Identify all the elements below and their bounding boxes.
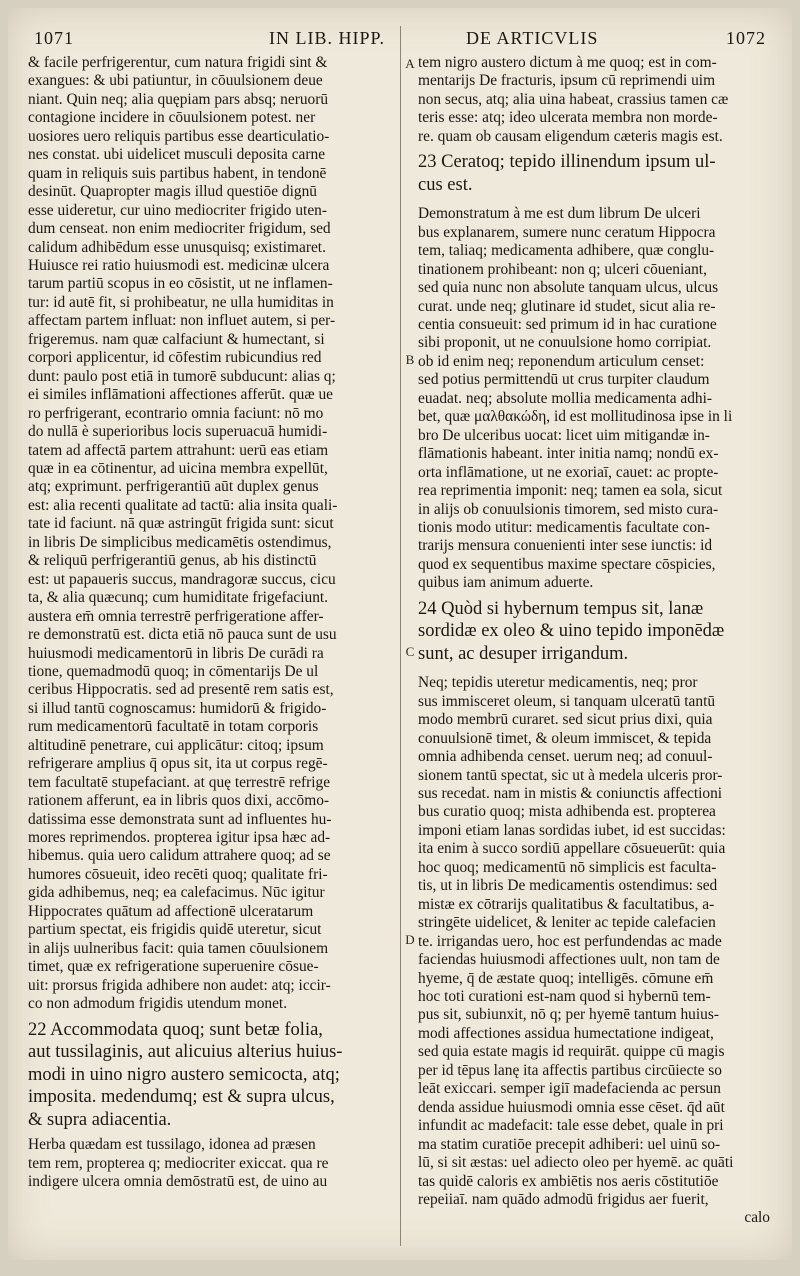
column-divider [400,26,401,1246]
text-line: nes constat. ubi uidelicet musculi deposita carne [28,146,326,164]
text-line: in alijs uulneribus facit: quia tamen cōuulsionem [28,939,329,957]
text-line: tarum partiū scopus in eo cōsistit, ut ne inflamen- [28,275,333,293]
text-line: ma statim curatiōe precepit adhiberi: uel uinū so- [418,1135,721,1153]
text-line: sed quia estate magis id requirāt. quippe cū magis [418,1043,725,1061]
text-line: ei similes inflāmationi affectiones afferūt. quæ ue [28,386,334,404]
section-heading-line: 22 Accommodata quoq; sunt betæ folia, [28,1019,323,1040]
margin-marker-d: D [405,932,415,947]
text-line: rea reprimentia imponit: neq; tamen ea sola, sicut [418,482,723,500]
text-line: imponi etiam lanas sordidas iubet, id est succidas: [418,821,726,839]
text-line: tione, quemadmodū quoq; in cōmentarijs De ul [28,662,319,680]
text-line: Demonstratum à me est dum librum De ulceri [418,205,701,223]
text-line: partium spectat, eis frigidis quidē uteretur, sicut [28,921,322,939]
running-title-right: DE ARTICVLIS [466,28,599,48]
text-line: hoc quoq; medicamentū nō simplicis est faculta- [418,858,717,876]
text-line: calidum adhibēdum esse unusquisq; existimaret. [28,238,326,256]
text-line: curat. unde neq; glutinare id studet, sicut alia re- [418,297,716,315]
text-line: in alijs ob conuulsionis timorem, sed misto cura- [418,500,719,518]
text-line: do nullā è superioribus locis superuacuā humidi- [28,423,328,441]
text-line: in libris De simplicibus medicamētis ostendimus, [28,533,332,551]
text-line: trarijs mensura conuenienti inter sese iunctis: id [418,537,713,555]
section-heading-line: aut tussilaginis, aut alicuius alterius huius- [28,1042,343,1063]
text-line: modi affectiones assidua humectatione indigeat, [418,1024,714,1042]
text-line: lū, si sit æstas: uel adiecto oleo per hyemē. ac quāti [418,1154,734,1172]
text-line: tionis modo utitur: medicamentis facultate con- [418,518,710,536]
left-column [28,54,392,1260]
text-line: quod ex sequentibus maxime spectare cōspicies, [418,555,716,573]
text-line: orta inflāmatione, ut ne exoriaī, cauet: ac propte- [418,463,719,481]
text-line: tas quidē caloris ex ambiētis nos aeris cōstitutiōe [418,1172,719,1190]
text-line: tem rem, propterea q; mediocriter exiccat. qua re [28,1154,329,1172]
text-line: bus explanarem, sumere nunc ceratum Hippocra [418,223,716,241]
text-line: conuulsionē timet, & oleum immiscet, & tepida [418,729,712,747]
text-line: refrigerare amplius q̄ opus sit, ita ut corpus regē- [28,755,328,773]
text-line: tatem ad affectā partem attrahunt: uerū eas etiam [28,441,329,459]
text-line: datissima esse demonstrata sunt ad influentes hu- [28,810,332,828]
text-line: austera em̄ omnia terrestrē perfrigeratione affer- [28,607,324,625]
text-line: humores cōsueuit, ideo recēti quoq; qualitate fri- [28,865,328,883]
section-heading-line: sordidæ ex oleo & uino tepido imponēdæ [418,621,725,642]
text-line: exangues: & ubi patiuntur, in cōuulsionem deue [28,72,323,90]
running-title-left: IN LIB. HIPP. [269,28,386,48]
text-line: sus immisceret oleum, si tanquam ulceratū tantū [418,692,716,710]
section-heading-line: imposita. medendumq; est & supra ulcus, [28,1087,335,1108]
text-line: ita enim à succo sordiū appellare cōsueuerūt: quia [418,840,726,858]
section-heading-line: modi in uino nigro austero semicocta, atq; [28,1064,340,1085]
text-line: contagione incidere in cōuulsionem potest. ner [28,109,316,127]
text-line: te. irrigandas uero, hoc est perfundendas ac made [418,932,722,950]
section-heading-line: cus est. [418,174,473,195]
text-line: faciendas huiusmodi affectiones uult, non tam de [418,951,720,969]
text-line: co non admodum frigidis utendum monet. [28,995,288,1013]
text-line: bus curatio quoq; mista adhibenda est. propterea [418,803,716,821]
text-line: bet, quæ μαλθακώδη, id est mollitudinosa ipse in li [418,408,733,426]
text-line: si illud tantū cognoscamus: humidorū & frigido- [28,699,327,717]
text-line: uosiores uero reliquis partibus esse dearticulatio- [28,127,330,145]
text-line: sus recedat. nam in mistis & coniunctis affectioni [418,785,723,802]
text-line: tur: id autē fit, si prohibeatur, ne ulla humiditas in [28,293,334,311]
text-line: pus sit, subiunxit, nō q; per hyemē tantum huius- [418,1006,719,1024]
text-line: tate id faciunt. nā quæ astringūt frigida sunt: sicut [28,515,334,533]
text-line: altitudinē penetrare, cui applicātur: citoq; ipsum [28,736,324,754]
text-line: modo membrū curaret. sed sicut prius dixi, quia [418,711,713,729]
text-line: repeiiaī. nam quādo admodū frigidus aer fuerit, [418,1190,709,1208]
section-heading-line: sunt, ac desuper irrigandum. [418,643,629,664]
text-line: est: alia recenti qualitate ad tactū: alia insita quali- [28,496,338,514]
text-line: quæ in ea cōtinentur, ad uicina membra expellūt, [28,459,328,477]
text-line: est: ut papaueris succus, mandragoræ succus, cicu [28,570,336,588]
text-line: tem nigro austero dictum à me quoq; est in com- [418,54,717,71]
text-line: flāmationis habeant. inter initia namq; nondū ex- [418,445,719,463]
text-line: quam in reliquis suis partibus habent, in tendonē [28,164,327,182]
text-line: huiusmodi medicamentorū in libris De curādi ra [28,644,324,662]
text-line: desinūt. Quapropter magis illud questiōe dignū [28,183,317,201]
text-line: denda assidue huiusmodi omnia esse cēset. q̄d aūt [418,1098,725,1116]
margin-marker-c: C [405,644,415,659]
text-line: re. quam ob causam eligendum cæteris magis est. [418,127,723,145]
text-line: Neq; tepidis uteretur medicamentis, neq; pror [418,674,698,692]
text-line: stringēte uidelicet, & leniter ac tepide calefacien [418,914,716,932]
text-line: re demonstratū est. dicta etiā nō pauca sunt de usu [28,626,337,644]
text-line: sed potius permittendū ut crus turpiter claudum [418,371,710,389]
text-line: per id tēpus lanę ita affectis partibus circūiecte so [418,1061,722,1079]
text-line: non secus, atq; alia uina habeat, crassius tamen cæ [418,90,729,108]
book-page [8,8,792,1260]
text-line: centia consueuit: sed primum id in hac curatione [418,315,717,333]
text-line: ta, & alia quæcunq; cum humiditate frigefaciunt. [28,589,329,607]
text-line: ceribus Hippocratis. sed ad presentē rem satis est, [28,681,334,699]
text-line: tis, ut in libris De medicamentis ostendimus: sed [418,877,718,895]
text-line: mores reprimendos. propterea igitur ipsa hæc ad- [28,829,331,847]
text-line: infundit ac madefacit: tale esse debet, quale in pri [418,1117,724,1135]
text-line: & reliquū perfrigerantiū genus, ab his distinctū [28,552,317,570]
text-line: corpori applicentur, id cōfestim rubicundius red [28,349,322,367]
section-heading-line: 24 Quòd si hybernum tempus sit, lanæ [418,598,704,619]
text-line: indigere ulcera omnia demōstratū est, de uino au [28,1172,328,1190]
text-line: hibemus. quia uero calidum attrahere quoq; ad se [28,847,331,865]
text-line: teris esse: atq; ideo ulcerata membra non morde- [418,109,718,127]
text-line: Huiusce rei ratio huiusmodi est. medicinæ ulcera [28,256,330,274]
text-line: omnia adhibenda censet. uerum neq; ad conuul- [418,748,713,766]
text-line: atq; exprimunt. perfrigerantiū aūt duplex genus [28,478,319,496]
text-line: affectam partem influat: non influet autem, si per- [28,312,336,330]
text-line: ob id enim neq; reponendum articulum censet: [418,352,705,370]
text-line: timet, quæ ex refrigeratione superuenire cōsue- [28,958,319,976]
text-line: ro perfrigerant, econtrario omnia faciunt: nō mo [28,404,324,422]
text-line: leāt exiccari. semper igiī madefacienda ac persun [418,1080,721,1098]
text-line: uit: prorsus frigida adhibere non audet: atq; iccir- [28,976,331,994]
text-line: hyeme, q̄ de æstate quoq; intelligēs. cōmune em̄ [418,969,714,987]
text-line: niant. Quin neq; alia quępiam pars absq; neruorū [28,90,329,108]
text-line: & facile perfrigerentur, cum natura frigidi sint & [28,54,328,71]
page-number-left: 1071 [34,28,74,48]
text-line: sed quia nunc non absolute tanquam ulcus, ulcus [418,279,719,297]
text-line: quibus iam animum aduerte. [418,574,594,592]
text-line: tem facultatē stupefaciant. at quę terrestrē refrige [28,773,331,791]
text-line: tinationem prohibeant: non q; ulceri cōueniant, [418,260,707,278]
text-line: euadat. neq; absolute mollia medicamenta adhi- [418,389,713,407]
text-line: gida adhibemus, neq; ea calefacimus. Nūc igitur [28,884,325,902]
text-line: dum censeat. non enim mediocriter frigidum, sed [28,220,331,238]
text-line: sibi proponit, ut ne conuulsione homo corripiat. [418,334,712,352]
margin-marker-a: A [405,56,415,71]
text-line: rationem afferunt, ea in libris quos dixi, accōmo- [28,792,330,810]
text-line: sionem tantū spectat, sic ut à medela ulceris pror- [418,766,723,784]
section-heading-line: 23 Ceratoq; tepido illinendum ipsum ul- [418,152,716,173]
page-number-right: 1072 [726,28,766,48]
right-column [418,54,778,1260]
text-line: calo [744,1209,770,1227]
text-line: Herba quædam est tussilago, idonea ad præsen [28,1136,316,1154]
text-line: frigeremus. nam quæ calfaciunt & humectant, si [28,330,325,348]
text-line: Hippocrates quātum ad affectionē ulceratarum [28,902,314,920]
text-line: esse uideretur, cur uino mediocriter frigido uten- [28,201,327,219]
text-line: rum medicamentorū facultatē in totam corporis [28,718,319,736]
text-line: mistæ ex cōtrarijs qualitatibus & facultatibus, a- [418,895,715,913]
text-line: hoc toti curationi est-nam quod si hybernū tem- [418,987,711,1005]
section-heading-line: & supra adiacentia. [28,1109,172,1130]
text-line: bro De ulceribus uocat: licet uim mitigandæ in- [418,426,710,444]
text-line: dunt: paulo post etiā in tumorē subducunt: alias q; [28,367,336,385]
text-line: mentarijs De fracturis, ipsum cū reprimendi uim [418,72,716,90]
margin-marker-b: B [405,352,415,367]
text-line: tem, taliaq; medicamenta adhibere, quæ conglu- [418,242,715,260]
